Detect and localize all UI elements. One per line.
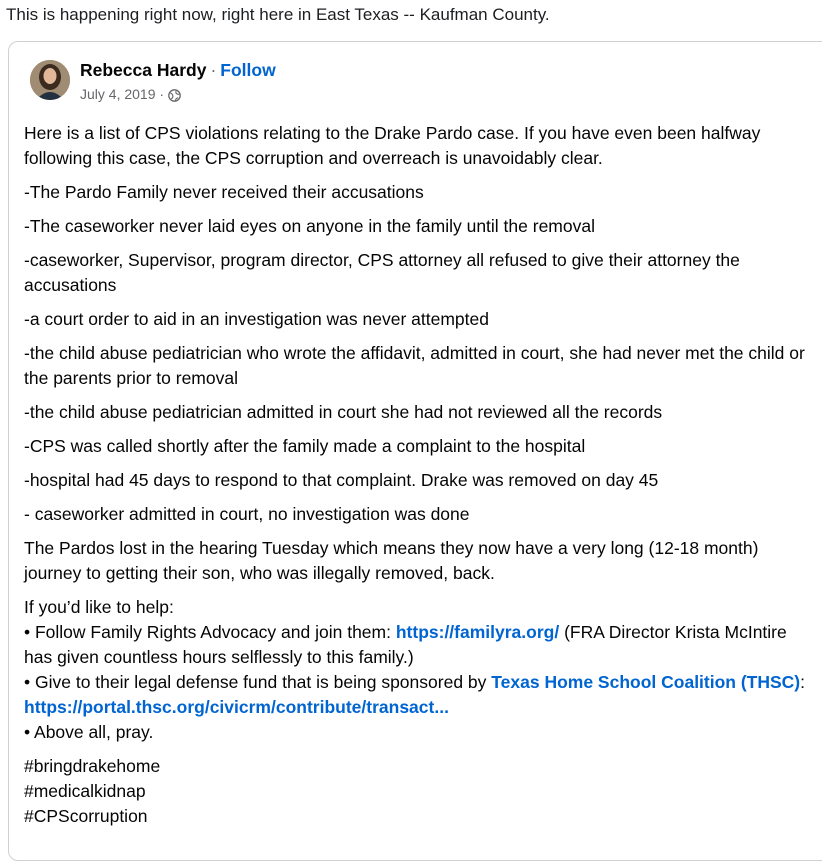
follow-button[interactable]: Follow: [220, 60, 276, 80]
help-item-donate: [24, 670, 814, 720]
help-text: • Follow Family Rights Advocacy and join them:: [24, 622, 396, 642]
hashtag[interactable]: #CPScorruption: [24, 806, 148, 826]
post-body: [24, 121, 814, 829]
violation-item: - caseworker admitted in court, no investigation was done: [24, 504, 470, 524]
author-avatar[interactable]: [30, 60, 70, 100]
help-item-pray: • Above all, pray.: [24, 722, 154, 742]
globe-icon: [168, 88, 181, 101]
violation-item: -a court order to aid in an investigation was never attempted: [24, 309, 489, 329]
help-item-follow: [24, 620, 814, 670]
post-meta: [80, 85, 181, 103]
date-separator: ·: [159, 86, 165, 102]
post-header: [80, 59, 276, 81]
help-section: [24, 595, 814, 745]
post-date[interactable]: July 4, 2019: [80, 86, 156, 102]
thsc-link[interactable]: Texas Home School Coalition (THSC): [491, 672, 801, 692]
familyra-link[interactable]: https://familyra.org/: [395, 622, 560, 642]
violation-item: -hospital had 45 days to respond to that complaint. Drake was removed on day 45: [24, 470, 659, 490]
post-paragraph: The Pardos lost in the hearing Tuesday which means they now have a very long (12-18 month) journey to getting their son, who was illegally removed, back.: [24, 538, 759, 583]
violation-item: -the child abuse pediatrician who wrote the affidavit, admitted in court, she had never met the child or the parents prior to removal: [24, 343, 805, 388]
violation-item: -CPS was called shortly after the family made a complaint to the hospital: [24, 436, 586, 456]
header-separator: ·: [210, 60, 217, 80]
intro-text: This is happening right now, right here in East Texas -- Kaufman County.: [6, 5, 550, 24]
post-paragraph: Here is a list of CPS violations relating to the Drake Pardo case. If you have even been halfway following this case, the CPS corruption and overreach is unavoidably clear.: [24, 123, 761, 168]
violation-item: -The Pardo Family never received their accusations: [24, 182, 424, 202]
violation-item: -the child abuse pediatrician admitted in court she had not reviewed all the records: [24, 402, 663, 422]
shared-post-card: [8, 41, 822, 861]
help-text: :: [800, 672, 806, 692]
help-heading: If you’d like to help:: [24, 597, 174, 617]
violation-item: -The caseworker never laid eyes on anyone in the family until the removal: [24, 216, 595, 236]
hashtags: [24, 754, 814, 829]
help-text: • Give to their legal defense fund that is being sponsored by: [24, 672, 492, 692]
help-text: (FRA Director Krista McIntire has given countless hours selflessly to this family.): [24, 622, 787, 667]
hashtag[interactable]: #bringdrakehome: [24, 756, 161, 776]
violation-item: -caseworker, Supervisor, program director, CPS attorney all refused to give their attorney the accusations: [24, 250, 740, 295]
author-name[interactable]: Rebecca Hardy: [80, 60, 207, 80]
hashtag[interactable]: #medicalkidnap: [24, 781, 146, 801]
donation-url-link[interactable]: https://portal.thsc.org/civicrm/contribute/transact...: [24, 697, 449, 717]
